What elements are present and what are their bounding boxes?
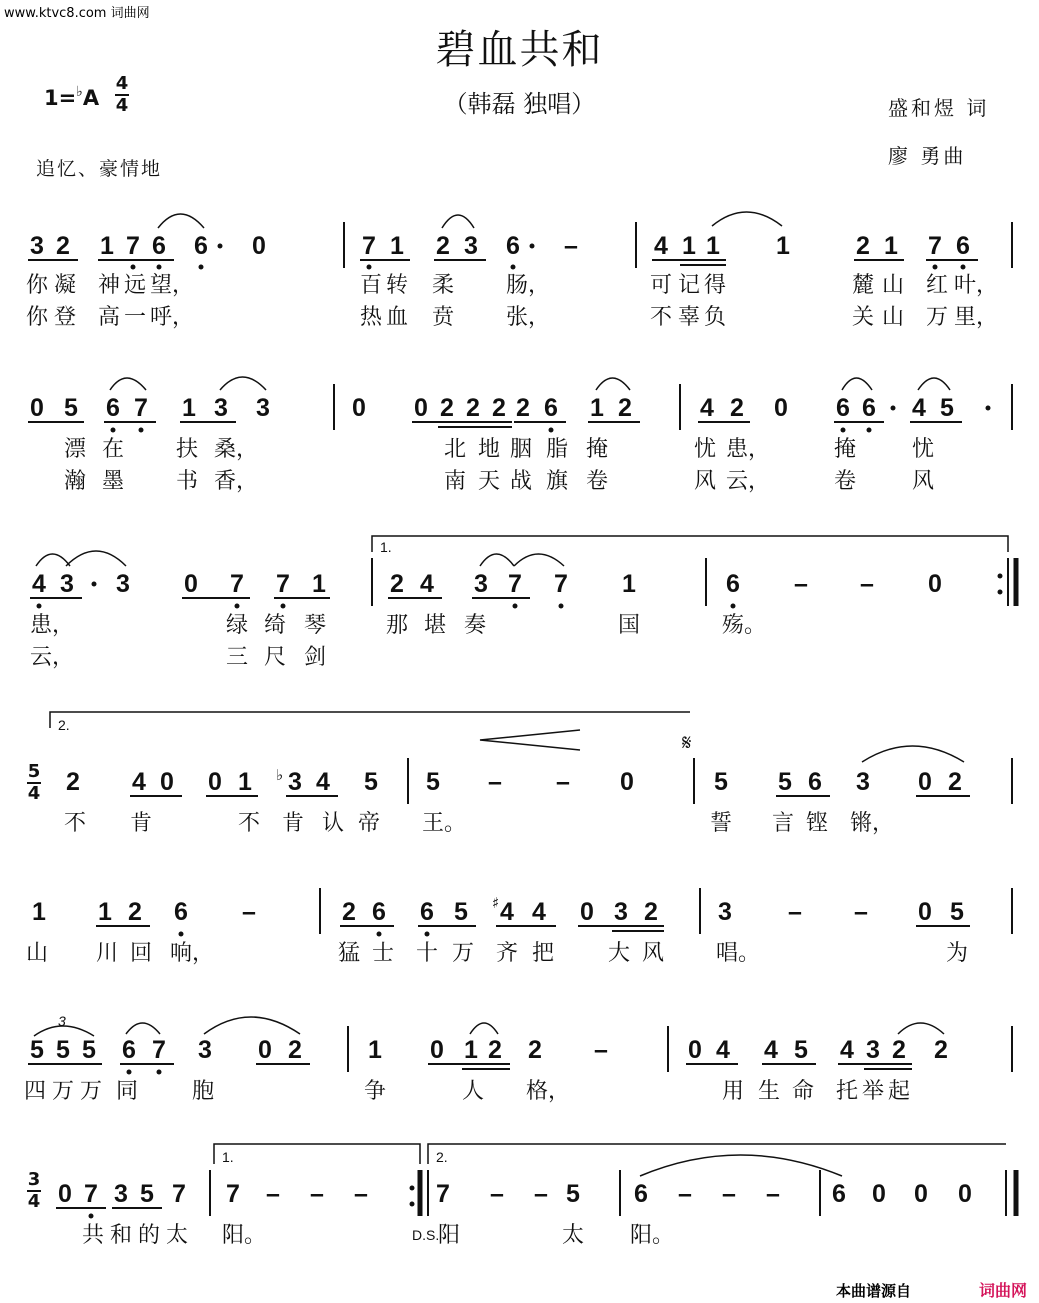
svg-text:–: – bbox=[564, 232, 578, 260]
svg-text:天: 天 bbox=[478, 469, 501, 494]
svg-text:3: 3 bbox=[718, 898, 732, 926]
svg-text:1: 1 bbox=[776, 232, 790, 260]
svg-text:5: 5 bbox=[82, 1036, 96, 1064]
svg-text:6: 6 bbox=[106, 394, 120, 422]
svg-text:生: 生 bbox=[758, 1079, 781, 1104]
svg-text:铿: 铿 bbox=[806, 811, 829, 836]
system-row-5 bbox=[26, 888, 1012, 966]
svg-text:0: 0 bbox=[414, 394, 428, 422]
svg-text:胭: 胭 bbox=[510, 437, 533, 462]
svg-text:7: 7 bbox=[276, 570, 290, 598]
svg-text:1: 1 bbox=[182, 394, 196, 422]
volta-2-label-b: 2. bbox=[436, 1149, 448, 1165]
svg-text:7: 7 bbox=[152, 1036, 166, 1064]
svg-text:5: 5 bbox=[426, 768, 440, 796]
svg-text:绮: 绮 bbox=[264, 613, 287, 638]
svg-text:4: 4 bbox=[840, 1036, 854, 1064]
svg-text:–: – bbox=[854, 898, 868, 926]
svg-text:脂: 脂 bbox=[546, 437, 569, 462]
svg-text:桑，: 桑， bbox=[214, 437, 259, 462]
site-watermark[interactable]: www.ktvc8.com 词曲网 bbox=[4, 6, 150, 21]
svg-text:2: 2 bbox=[66, 768, 80, 796]
svg-text:琴: 琴 bbox=[304, 613, 327, 638]
svg-text:3: 3 bbox=[856, 768, 870, 796]
svg-text:贲: 贲 bbox=[432, 305, 455, 330]
svg-text:呼，: 呼， bbox=[150, 305, 195, 330]
svg-text:叶，: 叶， bbox=[954, 273, 999, 298]
svg-text:7: 7 bbox=[436, 1180, 450, 1208]
svg-text:5: 5 bbox=[30, 1036, 44, 1064]
svg-text:阳。: 阳。 bbox=[630, 1223, 675, 1248]
svg-text:0: 0 bbox=[430, 1036, 444, 1064]
svg-text:5: 5 bbox=[778, 768, 792, 796]
svg-text:0: 0 bbox=[774, 394, 788, 422]
svg-text:不: 不 bbox=[64, 811, 87, 836]
svg-text:地: 地 bbox=[478, 437, 501, 462]
svg-text:风: 风 bbox=[694, 469, 717, 494]
svg-text:4: 4 bbox=[420, 570, 434, 598]
svg-text:那: 那 bbox=[386, 613, 409, 638]
svg-text:剑: 剑 bbox=[304, 645, 327, 670]
svg-text:2: 2 bbox=[644, 898, 658, 926]
svg-text:齐: 齐 bbox=[496, 941, 519, 966]
system-row-7 bbox=[56, 1144, 1016, 1248]
svg-text:1: 1 bbox=[706, 232, 720, 260]
svg-text:0: 0 bbox=[914, 1180, 928, 1208]
svg-text:0: 0 bbox=[918, 898, 932, 926]
svg-text:6: 6 bbox=[832, 1180, 846, 1208]
svg-text:山: 山 bbox=[882, 273, 905, 298]
svg-text:里，: 里， bbox=[954, 305, 999, 330]
da-segno-mark: D.S. bbox=[412, 1227, 440, 1243]
svg-text:0: 0 bbox=[620, 768, 634, 796]
svg-text:2: 2 bbox=[440, 394, 454, 422]
svg-text:5: 5 bbox=[950, 898, 964, 926]
svg-text:1: 1 bbox=[390, 232, 404, 260]
svg-text:0: 0 bbox=[208, 768, 222, 796]
svg-text:起: 起 bbox=[888, 1079, 911, 1104]
svg-text:柔: 柔 bbox=[432, 273, 455, 298]
svg-text:把: 把 bbox=[532, 941, 555, 966]
svg-text:神: 神 bbox=[98, 273, 121, 298]
svg-text:绿: 绿 bbox=[226, 613, 249, 638]
svg-text:7: 7 bbox=[226, 1180, 240, 1208]
svg-text:6: 6 bbox=[122, 1036, 136, 1064]
svg-text:2: 2 bbox=[488, 1036, 502, 1064]
svg-text:瀚: 瀚 bbox=[64, 469, 87, 494]
svg-text:张，: 张， bbox=[506, 305, 551, 330]
svg-text:登: 登 bbox=[54, 305, 77, 330]
svg-text:阳: 阳 bbox=[438, 1223, 461, 1248]
svg-text:转: 转 bbox=[386, 273, 409, 298]
svg-text:6: 6 bbox=[634, 1180, 648, 1208]
svg-text:2: 2 bbox=[730, 394, 744, 422]
svg-text:争: 争 bbox=[364, 1079, 387, 1104]
svg-text:麓: 麓 bbox=[852, 273, 875, 298]
svg-text:4: 4 bbox=[132, 768, 146, 796]
svg-text:3: 3 bbox=[214, 394, 228, 422]
svg-text:用: 用 bbox=[722, 1079, 745, 1104]
svg-text:–: – bbox=[594, 1036, 608, 1064]
svg-text:1: 1 bbox=[238, 768, 252, 796]
svg-text:人: 人 bbox=[462, 1079, 485, 1104]
svg-text:7: 7 bbox=[84, 1180, 98, 1208]
svg-text:0: 0 bbox=[258, 1036, 272, 1064]
song-subtitle: （韩磊 独唱） bbox=[443, 90, 596, 118]
svg-text:川: 川 bbox=[96, 941, 119, 966]
svg-text:–: – bbox=[354, 1180, 368, 1208]
svg-text:三: 三 bbox=[226, 645, 249, 670]
svg-text:5: 5 bbox=[56, 1036, 70, 1064]
svg-text:3: 3 bbox=[464, 232, 478, 260]
svg-text:3: 3 bbox=[116, 570, 130, 598]
svg-text:山: 山 bbox=[882, 305, 905, 330]
svg-text:回: 回 bbox=[130, 941, 153, 966]
svg-text:6: 6 bbox=[372, 898, 386, 926]
svg-text:7: 7 bbox=[508, 570, 522, 598]
footer-source: 本曲谱源自 bbox=[835, 1282, 911, 1300]
svg-text:不: 不 bbox=[650, 305, 673, 330]
time-signature-3-4: 3 4 bbox=[27, 1169, 41, 1212]
svg-text:–: – bbox=[310, 1180, 324, 1208]
svg-text:血: 血 bbox=[386, 305, 409, 330]
svg-text:4: 4 bbox=[316, 768, 330, 796]
svg-text:肯: 肯 bbox=[282, 811, 305, 836]
svg-text:2: 2 bbox=[56, 232, 70, 260]
flat-accidental: ♭ bbox=[276, 766, 284, 784]
svg-text:2: 2 bbox=[288, 1036, 302, 1064]
svg-text:0: 0 bbox=[352, 394, 366, 422]
svg-text:得: 得 bbox=[704, 273, 727, 298]
svg-text:6: 6 bbox=[862, 394, 876, 422]
composer-credit: 廖 勇曲 bbox=[888, 144, 967, 168]
svg-text:托: 托 bbox=[836, 1079, 859, 1104]
svg-text:7: 7 bbox=[172, 1180, 186, 1208]
svg-text:1: 1 bbox=[312, 570, 326, 598]
svg-text:云，: 云， bbox=[726, 469, 771, 494]
svg-text:锵，: 锵， bbox=[850, 811, 895, 836]
svg-text:5: 5 bbox=[64, 394, 78, 422]
svg-text:1: 1 bbox=[622, 570, 636, 598]
svg-text:凝: 凝 bbox=[54, 273, 77, 298]
svg-text:殇。: 殇。 bbox=[722, 613, 767, 638]
svg-text:大: 大 bbox=[608, 941, 631, 966]
svg-text:红: 红 bbox=[926, 273, 949, 298]
time-signature-5-4: 5 4 bbox=[27, 761, 41, 804]
svg-text:帝: 帝 bbox=[358, 811, 381, 836]
svg-text:患，: 患， bbox=[30, 613, 75, 638]
svg-text:3: 3 bbox=[614, 898, 628, 926]
svg-text:在: 在 bbox=[102, 437, 125, 462]
svg-text:7: 7 bbox=[126, 232, 140, 260]
key-signature: 1=♭A bbox=[44, 84, 100, 110]
svg-text:香，: 香， bbox=[214, 469, 259, 494]
svg-text:–: – bbox=[488, 768, 502, 796]
volta-2-label: 2. bbox=[58, 717, 70, 733]
svg-text:书: 书 bbox=[176, 469, 199, 494]
volta-1-label: 1. bbox=[380, 539, 392, 555]
svg-text:太: 太 bbox=[562, 1223, 585, 1248]
svg-text:百: 百 bbox=[360, 273, 383, 298]
svg-text:4: 4 bbox=[32, 570, 46, 598]
system-row-1 bbox=[26, 212, 1012, 330]
svg-text:2: 2 bbox=[856, 232, 870, 260]
svg-text:0: 0 bbox=[958, 1180, 972, 1208]
svg-text:关: 关 bbox=[852, 305, 875, 330]
system-row-4 bbox=[50, 712, 1012, 836]
svg-text:堪: 堪 bbox=[424, 613, 447, 638]
svg-text:万: 万 bbox=[80, 1079, 103, 1104]
svg-text:7: 7 bbox=[928, 232, 942, 260]
svg-text:风: 风 bbox=[642, 941, 665, 966]
svg-text:卷: 卷 bbox=[834, 469, 857, 494]
svg-text:猛: 猛 bbox=[338, 941, 361, 966]
svg-text:4: 4 bbox=[700, 394, 714, 422]
svg-text:万: 万 bbox=[52, 1079, 75, 1104]
svg-text:望，: 望， bbox=[150, 273, 195, 298]
time-signature-4-4: 4 4 bbox=[115, 73, 129, 116]
svg-text:3: 3 bbox=[114, 1180, 128, 1208]
svg-text:奏: 奏 bbox=[464, 613, 487, 638]
svg-text:1: 1 bbox=[100, 232, 114, 260]
svg-text:0: 0 bbox=[928, 570, 942, 598]
svg-text:可: 可 bbox=[650, 273, 673, 298]
svg-text:7: 7 bbox=[362, 232, 376, 260]
svg-text:–: – bbox=[788, 898, 802, 926]
song-title: 碧血共和 bbox=[435, 27, 604, 73]
svg-text:2: 2 bbox=[618, 394, 632, 422]
svg-text:墨: 墨 bbox=[102, 469, 125, 494]
svg-text:十: 十 bbox=[416, 941, 439, 966]
svg-text:誓: 誓 bbox=[710, 811, 733, 836]
svg-text:扶: 扶 bbox=[176, 437, 199, 462]
volta-1-label-b: 1. bbox=[222, 1149, 234, 1165]
segno-icon: 𝄋 bbox=[682, 731, 692, 756]
svg-text:–: – bbox=[722, 1180, 736, 1208]
svg-text:你: 你 bbox=[26, 273, 49, 298]
svg-text:四: 四 bbox=[24, 1079, 47, 1104]
svg-text:2: 2 bbox=[466, 394, 480, 422]
svg-text:0: 0 bbox=[160, 768, 174, 796]
svg-text:0: 0 bbox=[872, 1180, 886, 1208]
svg-text:–: – bbox=[678, 1180, 692, 1208]
svg-text:2: 2 bbox=[934, 1036, 948, 1064]
svg-text:漂: 漂 bbox=[64, 437, 87, 462]
lyricist-credit: 盛和煜 词 bbox=[888, 96, 990, 120]
svg-text:忧: 忧 bbox=[694, 437, 717, 462]
svg-text:3: 3 bbox=[288, 768, 302, 796]
system-row-6 bbox=[24, 1013, 1012, 1104]
svg-text:忧: 忧 bbox=[912, 437, 935, 462]
svg-text:5: 5 bbox=[714, 768, 728, 796]
svg-text:言: 言 bbox=[772, 811, 795, 836]
svg-text:万: 万 bbox=[452, 941, 475, 966]
svg-text:和: 和 bbox=[110, 1223, 133, 1248]
svg-text:4: 4 bbox=[532, 898, 546, 926]
svg-text:7: 7 bbox=[230, 570, 244, 598]
svg-text:4: 4 bbox=[654, 232, 668, 260]
svg-text:唱。: 唱。 bbox=[716, 941, 761, 966]
svg-text:掩: 掩 bbox=[834, 437, 857, 462]
svg-text:阳。: 阳。 bbox=[222, 1223, 267, 1248]
svg-text:南: 南 bbox=[444, 469, 467, 494]
svg-text:1: 1 bbox=[682, 232, 696, 260]
svg-text:6: 6 bbox=[956, 232, 970, 260]
svg-text:0: 0 bbox=[918, 768, 932, 796]
svg-text:山: 山 bbox=[26, 941, 49, 966]
svg-text:6: 6 bbox=[544, 394, 558, 422]
svg-text:–: – bbox=[242, 898, 256, 926]
svg-text:–: – bbox=[490, 1180, 504, 1208]
svg-text:–: – bbox=[794, 570, 808, 598]
tempo-marking: 追忆、豪情地 bbox=[36, 158, 163, 180]
svg-text:4: 4 bbox=[764, 1036, 778, 1064]
svg-text:肠，: 肠， bbox=[506, 273, 551, 298]
svg-text:6: 6 bbox=[152, 232, 166, 260]
svg-text:7: 7 bbox=[554, 570, 568, 598]
svg-text:6: 6 bbox=[836, 394, 850, 422]
system-row-3 bbox=[30, 536, 1016, 670]
svg-text:0: 0 bbox=[58, 1180, 72, 1208]
svg-text:风: 风 bbox=[912, 469, 935, 494]
svg-text:王。: 王。 bbox=[422, 811, 467, 836]
svg-text:3: 3 bbox=[474, 570, 488, 598]
svg-text:5: 5 bbox=[566, 1180, 580, 1208]
svg-text:患，: 患， bbox=[726, 437, 771, 462]
svg-text:–: – bbox=[766, 1180, 780, 1208]
svg-text:6: 6 bbox=[726, 570, 740, 598]
svg-text:2: 2 bbox=[342, 898, 356, 926]
svg-text:0: 0 bbox=[580, 898, 594, 926]
svg-text:北: 北 bbox=[444, 437, 467, 462]
svg-text:掩: 掩 bbox=[586, 437, 609, 462]
system-row-2 bbox=[28, 377, 1012, 494]
svg-text:你: 你 bbox=[26, 305, 49, 330]
svg-text:2: 2 bbox=[516, 394, 530, 422]
footer-brand-link[interactable]: 词曲网 bbox=[978, 1281, 1027, 1300]
svg-text:为: 为 bbox=[946, 941, 969, 966]
svg-text:–: – bbox=[556, 768, 570, 796]
svg-text:记: 记 bbox=[678, 273, 701, 298]
svg-text:热: 热 bbox=[360, 305, 383, 330]
svg-text:国: 国 bbox=[618, 613, 641, 638]
svg-text:远: 远 bbox=[124, 273, 147, 298]
svg-text:0: 0 bbox=[688, 1036, 702, 1064]
svg-text:3: 3 bbox=[60, 570, 74, 598]
svg-text:5: 5 bbox=[454, 898, 468, 926]
svg-text:0: 0 bbox=[252, 232, 266, 260]
svg-text:卷: 卷 bbox=[586, 469, 609, 494]
svg-text:响，: 响， bbox=[170, 941, 215, 966]
svg-text:6: 6 bbox=[174, 898, 188, 926]
svg-text:–: – bbox=[860, 570, 874, 598]
svg-text:4: 4 bbox=[912, 394, 926, 422]
sharp-accidental: ♯ bbox=[492, 894, 500, 912]
svg-text:云，: 云， bbox=[30, 645, 75, 670]
svg-text:旗: 旗 bbox=[546, 469, 569, 494]
svg-text:5: 5 bbox=[364, 768, 378, 796]
svg-text:辜: 辜 bbox=[678, 305, 701, 330]
svg-text:–: – bbox=[534, 1180, 548, 1208]
svg-text:1: 1 bbox=[884, 232, 898, 260]
svg-text:认: 认 bbox=[322, 811, 345, 836]
svg-text:2: 2 bbox=[492, 394, 506, 422]
svg-text:6: 6 bbox=[194, 232, 208, 260]
svg-text:2: 2 bbox=[948, 768, 962, 796]
triplet-mark: 3 bbox=[58, 1013, 66, 1029]
svg-text:负: 负 bbox=[704, 305, 727, 330]
svg-text:共: 共 bbox=[82, 1223, 105, 1248]
svg-text:3: 3 bbox=[30, 232, 44, 260]
svg-text:战: 战 bbox=[510, 469, 533, 494]
svg-text:举: 举 bbox=[862, 1079, 885, 1104]
svg-text:3: 3 bbox=[866, 1036, 880, 1064]
svg-text:0: 0 bbox=[184, 570, 198, 598]
svg-text:同: 同 bbox=[116, 1079, 139, 1104]
svg-text:5: 5 bbox=[940, 394, 954, 422]
svg-text:1: 1 bbox=[32, 898, 46, 926]
svg-text:2: 2 bbox=[528, 1036, 542, 1064]
svg-text:4: 4 bbox=[500, 898, 514, 926]
svg-text:2: 2 bbox=[128, 898, 142, 926]
svg-text:6: 6 bbox=[506, 232, 520, 260]
svg-text:2: 2 bbox=[436, 232, 450, 260]
svg-text:1: 1 bbox=[98, 898, 112, 926]
svg-text:胞: 胞 bbox=[192, 1079, 215, 1104]
svg-text:5: 5 bbox=[140, 1180, 154, 1208]
svg-text:万: 万 bbox=[926, 305, 949, 330]
svg-text:一: 一 bbox=[124, 305, 147, 330]
svg-text:2: 2 bbox=[390, 570, 404, 598]
svg-text:4: 4 bbox=[716, 1036, 730, 1064]
svg-text:6: 6 bbox=[808, 768, 822, 796]
svg-text:尺: 尺 bbox=[264, 645, 287, 670]
svg-text:士: 士 bbox=[372, 941, 395, 966]
svg-text:肯: 肯 bbox=[130, 811, 153, 836]
svg-text:7: 7 bbox=[134, 394, 148, 422]
svg-text:2: 2 bbox=[892, 1036, 906, 1064]
svg-text:1: 1 bbox=[464, 1036, 478, 1064]
svg-text:0: 0 bbox=[30, 394, 44, 422]
svg-text:不: 不 bbox=[238, 811, 261, 836]
svg-text:–: – bbox=[266, 1180, 280, 1208]
svg-text:6: 6 bbox=[420, 898, 434, 926]
svg-text:高: 高 bbox=[98, 305, 121, 330]
svg-text:1: 1 bbox=[368, 1036, 382, 1064]
svg-text:3: 3 bbox=[256, 394, 270, 422]
svg-text:格，: 格， bbox=[526, 1079, 571, 1104]
svg-text:太: 太 bbox=[166, 1223, 189, 1248]
svg-text:1: 1 bbox=[590, 394, 604, 422]
svg-text:的: 的 bbox=[138, 1223, 161, 1248]
svg-text:3: 3 bbox=[198, 1036, 212, 1064]
svg-text:5: 5 bbox=[794, 1036, 808, 1064]
svg-text:命: 命 bbox=[792, 1079, 815, 1104]
